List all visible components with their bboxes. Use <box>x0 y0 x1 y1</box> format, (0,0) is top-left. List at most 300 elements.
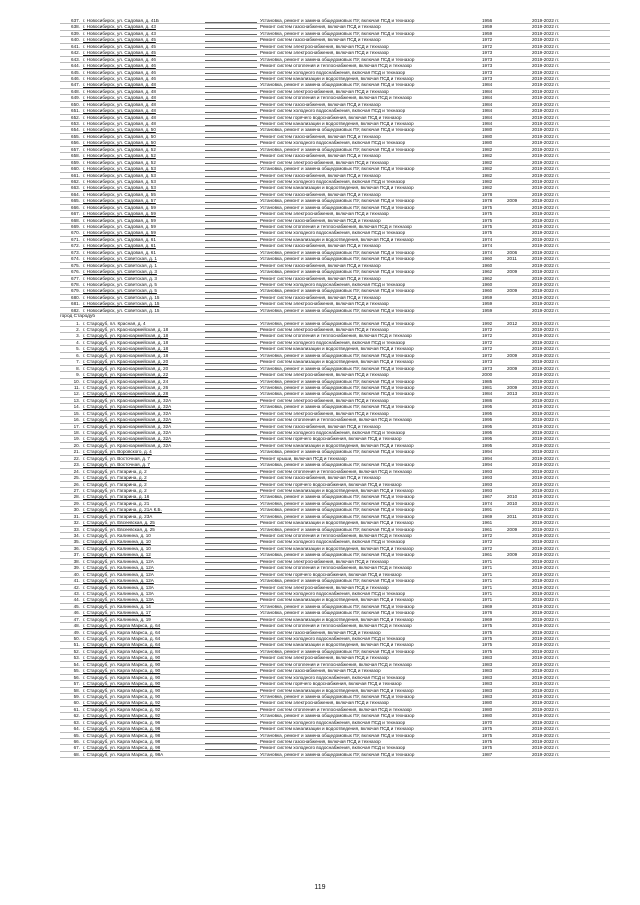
row-year-built: 1972 <box>482 539 493 545</box>
row-number: 58. <box>73 687 80 693</box>
row-year-built: 1991 <box>482 507 493 513</box>
row-blank-field <box>205 102 257 107</box>
row-planned-period: 2019-2022 гг. <box>532 430 560 435</box>
row-year-built: 1975 <box>482 648 493 654</box>
row-year-built: 1980 <box>482 713 493 719</box>
row-blank-field <box>205 250 257 255</box>
row-year-built: 1974 <box>482 243 493 249</box>
row-number: 44. <box>73 597 80 603</box>
row-number: 667. <box>71 211 80 217</box>
row-year-built: 1971 <box>482 578 493 584</box>
row-planned-period: 2019-2022 гг. <box>532 500 560 506</box>
row-blank-field <box>205 31 257 36</box>
row-year-built: 1973 <box>482 359 493 365</box>
row-year-built: 1984 <box>482 82 493 88</box>
row-blank-field <box>205 578 257 583</box>
row-year-built: 1975 <box>482 623 493 629</box>
row-work-type: Установка, ремонт и замена общедомовых ПУ, включая ПСД и техназор <box>260 198 415 204</box>
row-number: 682. <box>71 307 80 313</box>
row-number: 653. <box>71 121 80 126</box>
row-year-built: 1995 <box>482 417 493 423</box>
row-year-built: 1981 <box>482 384 493 390</box>
row-blank-field <box>205 520 257 525</box>
row-address: г. Стародуб, ул. Красноармейская, д. 22 <box>83 372 169 378</box>
row-address: г. Стародуб, ул. Карла Маркса, д. 90 <box>83 687 161 693</box>
row-planned-period: 2019-2022 гг. <box>532 198 560 204</box>
row-planned-period: 2019-2022 гг. <box>532 487 560 493</box>
row-address: г. Новосибирск, ул. Советская, д. 1 <box>83 262 157 268</box>
row-year-built: 1992 <box>482 320 493 326</box>
row-work-type: Ремонт систем отопления и теплоснабжения, включая ПСД и техназор <box>260 706 412 712</box>
row-blank-field <box>205 18 257 23</box>
row-address: г. Стародуб, ул. Красноармейская, д. 20 <box>83 365 169 371</box>
row-planned-period: 2019-2022 гг. <box>532 320 560 326</box>
row-work-type: Установка, ремонт и замена общедомовых ПУ, включая ПСД и техназор <box>260 449 415 455</box>
row-year-built: 1984 <box>482 114 493 120</box>
row-year-built: 1956 <box>482 18 493 23</box>
row-number: 59. <box>73 693 80 699</box>
row-year-built: 1970 <box>482 719 493 725</box>
row-year-built: 1962 <box>482 269 493 275</box>
row-year-built: 1995 <box>482 436 493 442</box>
row-number: 53. <box>73 655 80 661</box>
row-year-built: 1973 <box>482 56 493 62</box>
row-work-type: Установка, ремонт и замена общедомовых ПУ, включая ПСД и техназор <box>260 269 415 275</box>
row-blank-field <box>205 745 257 750</box>
page-number: 119 <box>314 884 326 891</box>
row-work-type: Ремонт систем отопления и теплоснабжения, включая ПСД и техназор <box>260 63 412 69</box>
row-planned-period: 2019-2022 гг. <box>532 63 560 69</box>
row-number: 1. <box>76 320 80 326</box>
row-address: г. Стародуб, ул. Карла Маркса, д. 92 <box>83 706 161 712</box>
row-number: 678. <box>71 281 80 287</box>
row-work-type: Ремонт систем канализации и водоотведения, включая ПСД и техназор <box>260 520 414 526</box>
row-work-type: Ремонт систем отопления и теплоснабжения, включая ПСД и техназор <box>260 333 412 339</box>
row-work-type: Ремонт систем отопления и теплоснабжения, включая ПСД и техназор <box>260 95 412 101</box>
row-work-type: Установка, ремонт и замена общедомовых ПУ, включая ПСД и техназор <box>260 204 415 210</box>
row-planned-period: 2019-2022 гг. <box>532 526 560 532</box>
row-number: 28. <box>73 494 80 500</box>
row-number: 5. <box>76 346 80 352</box>
row-planned-period: 2019-2022 гг. <box>532 18 560 23</box>
row-number: 32. <box>73 520 80 526</box>
row-work-type: Установка, ремонт и замена общедомовых ПУ, включая ПСД и техназор <box>260 166 415 172</box>
row-address: г. Новосибирск, ул. Садовая, д. 45 <box>83 50 156 56</box>
row-blank-field <box>205 340 257 345</box>
row-number: 650. <box>71 101 80 107</box>
row-planned-period: 2019-2022 гг. <box>532 533 560 538</box>
row-address: г. Стародуб, ул. Калинина, д. 12А <box>83 565 154 571</box>
row-work-type: Ремонт систем газоснабжения, включая ПСД и техназор <box>260 739 381 744</box>
row-planned-period: 2019-2022 гг. <box>532 346 560 352</box>
row-year-built: 1984 <box>482 101 493 107</box>
row-address: г. Новосибирск, ул. Садовая, д. 59 <box>83 211 156 217</box>
row-planned-period: 2019-2022 гг. <box>532 281 560 287</box>
row-work-type: Ремонт систем электроснабжения, включая ПСД и техназор <box>260 43 389 49</box>
row-work-type: Ремонт систем горячего водоснабжения, включая ПСД и техназор <box>260 681 402 687</box>
row-blank-field <box>205 675 257 680</box>
row-year-built: 1995 <box>482 430 493 435</box>
row-work-type: Установка, ремонт и замена общедомовых ПУ, включая ПСД и техназор <box>260 378 415 384</box>
row-number: 673. <box>71 249 80 255</box>
row-year-built: 1980 <box>482 133 493 139</box>
row-blank-field <box>205 237 257 242</box>
row-work-type: Ремонт систем электроснабжения, включая ПСД и техназор <box>260 700 389 706</box>
row-planned-period: 2019-2022 гг. <box>532 101 560 107</box>
row-blank-field <box>205 681 257 686</box>
row-address: г. Стародуб, ул. Калинина, д. 19 <box>83 616 151 622</box>
row-address: г. Новосибирск, ул. Садовая, д. 48 <box>83 101 156 107</box>
row-address: г. Новосибирск, ул. Советская, д. 15 <box>83 301 160 307</box>
row-address: г. Новосибирск, ул. Садовая, д. 50 <box>83 127 156 133</box>
row-planned-period: 2019-2022 гг. <box>532 539 560 545</box>
row-work-type: Ремонт систем холодного водоснабжения, включая ПСД и техназор <box>260 636 406 641</box>
row-year-built: 1972 <box>482 533 493 538</box>
row-blank-field <box>205 121 257 126</box>
row-address: г. Новосибирск, ул. Садовая, д. 45 <box>83 43 156 49</box>
row-number: 43. <box>73 590 80 596</box>
row-work-type: Ремонт систем холодного водоснабжения, включая ПСД и техназор <box>260 140 406 146</box>
row-address: г. Новосибирск, ул. Садовая, д. 48 <box>83 82 156 88</box>
row-planned-period: 2019-2022 гг. <box>532 590 560 596</box>
row-address: г. Стародуб, ул. Красноармейская, д. 32А <box>83 410 172 416</box>
row-address: г. Стародуб, ул. Калинина, д. 13А <box>83 597 154 603</box>
row-blank-field <box>205 346 257 351</box>
row-year-built: 1973 <box>482 63 493 69</box>
row-planned-period: 2019-2022 гг. <box>532 545 560 551</box>
row-number: 23. <box>73 462 80 468</box>
row-number: 662. <box>71 178 80 184</box>
row-year-built: 1983 <box>482 693 493 699</box>
row-year-built: 1994 <box>482 455 493 461</box>
row-number: 57. <box>73 681 80 687</box>
row-blank-field <box>205 700 257 705</box>
row-number: 647. <box>71 82 80 88</box>
row-number: 54. <box>73 661 80 667</box>
row-year-built: 1995 <box>482 410 493 416</box>
row-year-built: 1982 <box>482 153 493 159</box>
row-blank-field <box>205 630 257 635</box>
row-work-type: Ремонт систем газоснабжения, включая ПСД и техназор <box>260 294 381 300</box>
row-blank-field <box>205 224 257 229</box>
row-year-built: 1971 <box>482 571 493 577</box>
row-address: г. Новосибирск, ул. Садовая, д. 53 <box>83 178 156 184</box>
row-year-built: 1994 <box>482 462 493 468</box>
row-year-built: 1960 <box>482 256 493 262</box>
row-year-built: 1993 <box>482 481 493 487</box>
row-number: 672. <box>71 243 80 249</box>
row-year-built: 1995 <box>482 404 493 410</box>
row-year-built: 1959 <box>482 294 493 300</box>
row-work-type: Ремонт систем канализации и водоотведения, включая ПСД и техназор <box>260 185 414 191</box>
row-year-built: 1984 <box>482 95 493 101</box>
row-blank-field <box>205 462 257 467</box>
row-work-type: Ремонт систем газоснабжения, включая ПСД и техназор <box>260 668 381 674</box>
row-address: г. Стародуб, ул. Воровского, д. 4 <box>83 449 152 455</box>
row-number: 646. <box>71 75 80 81</box>
row-planned-period: 2019-2022 гг. <box>532 706 560 712</box>
row-address: г. Новосибирск, ул. Садовая, д. 50 <box>83 140 156 146</box>
row-year-built: 1959 <box>482 307 493 313</box>
registry-table <box>60 18 610 758</box>
row-address: г. Стародуб, ул. Гагарина, д. 23А <box>83 513 153 519</box>
row-planned-period: 2019-2022 гг. <box>532 668 560 674</box>
row-planned-period: 2019-2022 гг. <box>532 82 560 88</box>
row-planned-period: 2019-2022 гг. <box>532 603 560 609</box>
row-number: 14. <box>73 404 80 410</box>
row-number: 656. <box>71 140 80 146</box>
row-number: 666. <box>71 204 80 210</box>
row-year-built: 1972 <box>482 545 493 551</box>
row-year-built: 1980 <box>482 700 493 706</box>
row-number: 642. <box>71 50 80 56</box>
row-number: 659. <box>71 159 80 165</box>
row-year-built: 1972 <box>482 37 493 43</box>
row-planned-period: 2019-2022 гг. <box>532 693 560 699</box>
row-work-type: Ремонт систем горячего водоснабжения, включая ПСД и техназор <box>260 436 402 442</box>
row-work-type: Ремонт крыши, включая ПСД и техназор <box>260 455 347 461</box>
row-work-type: Установка, ремонт и замена общедомовых ПУ, включая ПСД и техназор <box>260 352 415 358</box>
row-year-built: 1960 <box>482 262 493 268</box>
row-blank-field <box>205 456 257 461</box>
row-planned-period: 2019-2022 гг. <box>532 423 560 429</box>
row-planned-period: 2019-2022 гг. <box>532 616 560 622</box>
row-work-type: Установка, ремонт и замена общедомовых ПУ, включая ПСД и техназор <box>260 391 415 397</box>
row-blank-field <box>205 688 257 693</box>
row-year-built: 1973 <box>482 365 493 371</box>
row-work-type: Ремонт систем канализации и водоотведения, включая ПСД и техназор <box>260 726 414 732</box>
row-planned-period: 2019-2022 гг. <box>532 56 560 62</box>
row-number: 660. <box>71 166 80 172</box>
row-year-built: 1959 <box>482 30 493 36</box>
row-work-type: Ремонт систем холодного водоснабжения, включая ПСД и техназор <box>260 539 406 545</box>
row-number: 664. <box>71 191 80 197</box>
row-address: г. Стародуб, ул. Карла Маркса, д. 98 <box>83 745 161 751</box>
row-planned-period: 2019-2022 гг. <box>532 256 560 262</box>
row-year-built: 1973 <box>482 50 493 56</box>
row-number: 65. <box>73 732 80 738</box>
row-year-built: 1978 <box>482 191 493 197</box>
row-blank-field <box>205 288 257 293</box>
row-work-type: Ремонт систем газоснабжения, включая ПСД и техназор <box>260 191 381 197</box>
row-planned-period: 2019-2022 гг. <box>532 146 560 152</box>
row-number: 679. <box>71 288 80 294</box>
row-blank-field <box>205 198 257 203</box>
row-address: г. Новосибирск, ул. Садовая, д. 53 <box>83 185 156 191</box>
row-address: г. Стародуб, ул. Красноармейская, д. 32А <box>83 436 172 442</box>
row-year-last-repair: 2009 <box>507 198 518 204</box>
row-year-built: 1984 <box>482 391 493 397</box>
row-work-type: Ремонт систем канализации и водоотведения, включая ПСД и техназор <box>260 597 414 603</box>
row-planned-period: 2019-2022 гг. <box>532 410 560 416</box>
row-number: 19. <box>73 436 80 442</box>
row-number: 677. <box>71 275 80 281</box>
row-address: г. Новосибирск, ул. Садовая, д. 46 <box>83 69 156 75</box>
row-number: 638. <box>71 24 80 30</box>
row-address: г. Стародуб, ул. Карла Маркса, д. 98А <box>83 751 164 757</box>
row-year-built: 1971 <box>482 590 493 596</box>
row-year-built: 1984 <box>482 121 493 126</box>
row-planned-period: 2019-2022 гг. <box>532 629 560 635</box>
row-address: г. Новосибирск, ул. Садовая, д. 61 <box>83 249 156 255</box>
row-blank-field <box>205 243 257 248</box>
row-year-last-repair: 2010 <box>507 494 518 500</box>
row-number: 62. <box>73 713 80 719</box>
row-work-type: Установка, ремонт и замена общедомовых ПУ, включая ПСД и техназор <box>260 56 415 62</box>
row-number: 639. <box>71 30 80 36</box>
row-work-type: Ремонт систем холодного водоснабжения, включая ПСД и техназор <box>260 430 406 435</box>
row-year-built: 1983 <box>482 668 493 674</box>
row-number: 35. <box>73 539 80 545</box>
row-year-built: 1960 <box>482 288 493 294</box>
row-work-type: Ремонт систем канализации и водоотведения, включая ПСД и техназор <box>260 359 414 365</box>
row-work-type: Ремонт систем горячего водоснабжения, включая ПСД и техназор <box>260 114 402 120</box>
row-work-type: Ремонт систем газоснабжения, включая ПСД и техназор <box>260 172 381 178</box>
row-address: г. Стародуб, ул. Гагарина, д. 2 <box>83 475 147 481</box>
row-year-built: 1971 <box>482 597 493 603</box>
row-year-built: 1993 <box>482 468 493 474</box>
row-planned-period: 2019-2022 гг. <box>532 481 560 487</box>
row-blank-field <box>205 417 257 422</box>
row-address: г. Новосибирск, ул. Советская, д. 3 <box>83 269 157 275</box>
row-number: 12. <box>73 391 80 397</box>
row-year-built: 1960 <box>482 281 493 287</box>
row-work-type: Установка, ремонт и замена общедомовых ПУ, включая ПСД и техназор <box>260 578 415 584</box>
row-year-built: 1986 <box>482 397 493 403</box>
row-work-type: Ремонт систем холодного водоснабжения, включая ПСД и техназор <box>260 178 406 184</box>
row-number: 27. <box>73 487 80 493</box>
row-planned-period: 2019-2022 гг. <box>532 24 560 30</box>
row-blank-field <box>205 108 257 113</box>
row-number: 48. <box>73 623 80 629</box>
row-address: г. Стародуб, ул. Карла Маркса, д. 92 <box>83 700 161 706</box>
row-address: г. Новосибирск, ул. Садовая, д. 59 <box>83 224 156 229</box>
row-blank-field <box>205 282 257 287</box>
row-number: 6. <box>76 352 80 358</box>
row-year-built: 1975 <box>482 739 493 744</box>
row-work-type: Ремонт систем канализации и водоотведения, включая ПСД и техназор <box>260 121 414 126</box>
row-address: г. Новосибирск, ул. Садовая, д. 52 <box>83 146 156 152</box>
row-planned-period: 2019-2022 гг. <box>532 636 560 641</box>
row-number: 657. <box>71 146 80 152</box>
row-year-built: 1967 <box>482 494 493 500</box>
row-year-last-repair: 2009 <box>507 384 518 390</box>
row-planned-period: 2019-2022 гг. <box>532 159 560 165</box>
row-work-type: Установка, ремонт и замена общедомовых ПУ, включая ПСД и техназор <box>260 751 415 757</box>
row-work-type: Ремонт систем электроснабжения, включая ПСД и техназор <box>260 558 389 564</box>
row-number: 640. <box>71 37 80 43</box>
row-work-type: Установка, ремонт и замена общедомовых ПУ, включая ПСД и техназор <box>260 500 415 506</box>
row-blank-field <box>205 230 257 235</box>
row-blank-field <box>205 205 257 210</box>
row-planned-period: 2019-2022 гг. <box>532 571 560 577</box>
row-blank-field <box>205 115 257 120</box>
row-blank-field <box>205 585 257 590</box>
row-planned-period: 2019-2022 гг. <box>532 301 560 307</box>
row-year-built: 1974 <box>482 236 493 242</box>
row-number: 50. <box>73 636 80 641</box>
row-blank-field <box>205 565 257 570</box>
row-planned-period: 2019-2022 гг. <box>532 655 560 661</box>
row-work-type: Ремонт систем электроснабжения, включая ПСД и техназор <box>260 327 389 332</box>
row-address: г. Стародуб, ул. Красноармейская, д. 32А <box>83 417 172 423</box>
row-planned-period: 2019-2022 гг. <box>532 397 560 403</box>
row-work-type: Ремонт систем отопления и теплоснабжения, включая ПСД и техназор <box>260 224 412 229</box>
row-year-built: 1995 <box>482 423 493 429</box>
row-planned-period: 2019-2022 гг. <box>532 352 560 358</box>
row-planned-period: 2019-2022 гг. <box>532 262 560 268</box>
row-blank-field <box>205 436 257 441</box>
row-number: 665. <box>71 198 80 204</box>
row-address: г. Стародуб, ул. Карла Маркса, д. 64 <box>83 623 161 629</box>
row-planned-period: 2019-2022 гг. <box>532 565 560 571</box>
row-number: 38. <box>73 558 80 564</box>
row-blank-field <box>205 160 257 165</box>
row-blank-field <box>205 185 257 190</box>
row-planned-period: 2019-2022 гг. <box>532 327 560 332</box>
row-work-type: Установка, ремонт и замена общедомовых ПУ, включая ПСД и техназор <box>260 462 415 468</box>
row-number: 37. <box>73 552 80 558</box>
row-number: 36. <box>73 545 80 551</box>
row-blank-field <box>205 50 257 55</box>
row-work-type: Ремонт систем отопления и теплоснабжения, включая ПСД и техназор <box>260 468 412 474</box>
row-year-built: 1974 <box>482 500 493 506</box>
row-planned-period: 2019-2022 гг. <box>532 43 560 49</box>
row-address: г. Стародуб, ул. Карла Маркса, д. 84 <box>83 648 161 654</box>
row-year-built: 1984 <box>482 108 493 114</box>
row-planned-period: 2019-2022 гг. <box>532 307 560 313</box>
row-year-built: 1961 <box>482 552 493 558</box>
row-address: г. Стародуб, ул. Восточная, д. 7 <box>83 462 150 468</box>
row-blank-field <box>205 127 257 132</box>
row-planned-period: 2019-2022 гг. <box>532 275 560 281</box>
row-address: г. Стародуб, ул. Калинина, д. 13А <box>83 590 154 596</box>
row-blank-field <box>205 642 257 647</box>
row-planned-period: 2019-2022 гг. <box>532 520 560 526</box>
row-address: г. Стародуб, ул. Восточная, д. 7 <box>83 455 150 461</box>
row-number: 29. <box>73 500 80 506</box>
row-blank-field <box>205 379 257 384</box>
row-work-type: Ремонт систем газоснабжения, включая ПСД и техназор <box>260 262 381 268</box>
row-work-type: Установка, ремонт и замена общедомовых ПУ, включая ПСД и техназор <box>260 256 415 262</box>
row-year-built: 1982 <box>482 172 493 178</box>
row-work-type: Ремонт систем газоснабжения, включая ПСД и техназор <box>260 133 381 139</box>
row-work-type: Ремонт систем электроснабжения, включая ПСД и техназор <box>260 410 389 416</box>
row-work-type: Ремонт систем холодного водоснабжения, включая ПСД и техназор <box>260 339 406 345</box>
row-year-built: 1993 <box>482 487 493 493</box>
row-planned-period: 2019-2022 гг. <box>532 69 560 75</box>
row-blank-field <box>205 147 257 152</box>
row-work-type: Ремонт систем электроснабжения, включая ПСД и техназор <box>260 655 389 661</box>
row-number: 11. <box>73 384 80 390</box>
row-work-type: Ремонт систем электроснабжения, включая ПСД и техназор <box>260 159 389 165</box>
row-address: г. Новосибирск, ул. Советская, д. 15 <box>83 307 160 313</box>
row-planned-period: 2019-2022 гг. <box>532 648 560 654</box>
row-number: 34. <box>73 533 80 538</box>
row-year-last-repair: 2009 <box>507 269 518 275</box>
row-address: г. Новосибирск, ул. Советская, д. 1 <box>83 256 157 262</box>
row-year-last-repair: 2009 <box>507 288 518 294</box>
row-number: 681. <box>71 301 80 307</box>
row-work-type: Установка, ремонт и замена общедомовых ПУ, включая ПСД и техназор <box>260 82 415 88</box>
row-address: г. Новосибирск, ул. Садовая, д. 48 <box>83 108 156 114</box>
row-planned-period: 2019-2022 гг. <box>532 455 560 461</box>
row-address: г. Стародуб, ул. Калинина, д. 12 <box>83 552 151 558</box>
row-address: г. Стародуб, ул. Гагарина, д. 16 <box>83 494 150 500</box>
row-blank-field <box>205 739 257 744</box>
row-blank-field <box>205 359 257 364</box>
row-blank-field <box>205 179 257 184</box>
